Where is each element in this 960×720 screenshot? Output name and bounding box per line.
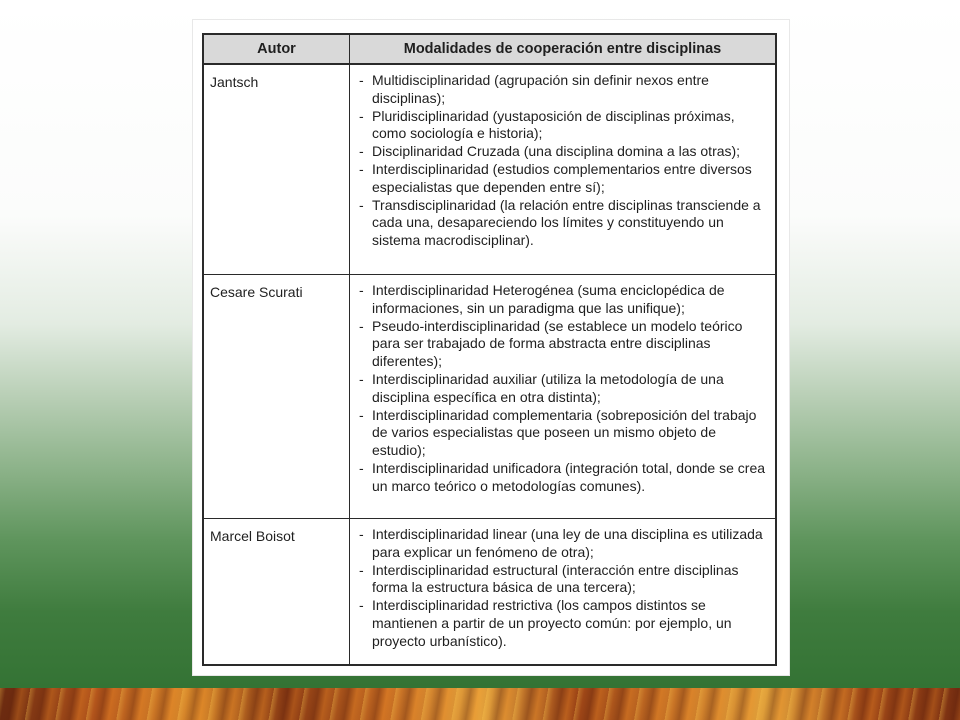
list-item: - Interdisciplinaridad auxiliar (utiliza la metodología de una disciplina específica en otra distinta); [358, 371, 765, 407]
cooperation-table [202, 33, 777, 666]
list-item: - Interdisciplinaridad estructural (interacción entre disciplinas forma la estructura básica de una tercera); [358, 562, 765, 598]
list-item: - Disciplinaridad Cruzada (una disciplina domina a las otras); [358, 143, 765, 161]
modalities-cesare-scurati [350, 275, 775, 519]
list-item: - Interdisciplinaridad complementaria (sobreposición del trabajo de varios especialistas que poseen un mismo objeto de estudio); [358, 407, 765, 460]
list-item: - Interdisciplinaridad restrictiva (los campos distintos se mantienen a partir de un proyecto común: por ejemplo, un proyecto urbanístico). [358, 597, 765, 650]
modalities-jantsch [350, 65, 775, 275]
author-marcel-boisot: Marcel Boisot [204, 519, 350, 664]
list-item: - Interdisciplinaridad Heterogénea (suma enciclopédica de informaciones, sin un paradigma que las unifique); [358, 282, 765, 318]
list-item: - Interdisciplinaridad unificadora (integración total, donde se crea un marco teórico o metodologías comunes). [358, 460, 765, 496]
scanned-document [193, 20, 789, 675]
decorative-bottom-band [0, 688, 960, 720]
header-autor: Autor [204, 35, 350, 65]
list-item: - Interdisciplinaridad linear (una ley de una disciplina es utilizada para explicar un fenómeno de otra); [358, 526, 765, 562]
header-modalidades: Modalidades de cooperación entre disciplinas [350, 35, 775, 65]
list-item: - Transdisciplinaridad (la relación entre disciplinas transciende a cada una, desapareciendo los límites y constituyendo un sistema macrodisciplinar). [358, 197, 765, 250]
list-item: - Pluridisciplinaridad (yustaposición de disciplinas próximas, como sociología e historia); [358, 108, 765, 144]
author-jantsch: Jantsch [204, 65, 350, 275]
list-item: - Multidisciplinaridad (agrupación sin definir nexos entre disciplinas); [358, 72, 765, 108]
list-item: - Pseudo-interdisciplinaridad (se establece un modelo teórico para ser trabajado de forma abstracta entre disciplinas diferentes); [358, 318, 765, 371]
modalities-marcel-boisot [350, 519, 775, 664]
list-item: - Interdisciplinaridad (estudios complementarios entre diversos especialistas que dependen entre sí); [358, 161, 765, 197]
author-cesare-scurati: Cesare Scurati [204, 275, 350, 519]
